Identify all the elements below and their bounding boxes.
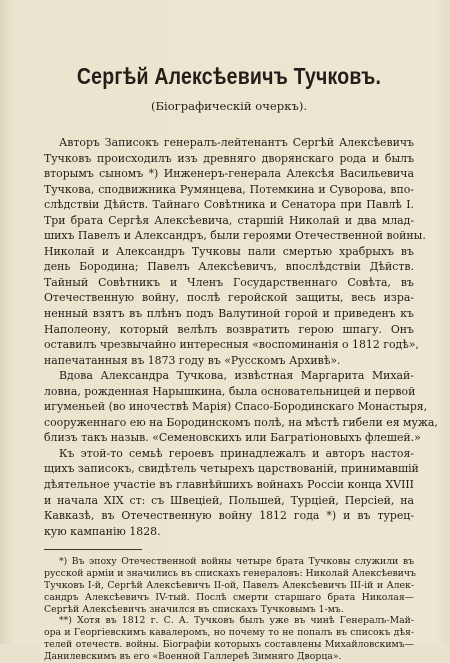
footnote-line: *) Въ эпоху Отечественной войны четыре брата Тучковы служили въ	[59, 556, 414, 568]
body-line: ненный взятъ въ плѣнъ подъ Валутиной горой и приведенъ къ	[44, 307, 414, 321]
footnote-divider	[44, 549, 142, 550]
footnote-line: телей отечеств. войны. Біографіи которыхъ составлены Михайловскимъ—	[44, 639, 414, 651]
footnote-line: русской арміи и значились въ спискахъ генераловъ: Николай Алексѣевичъ	[44, 568, 416, 580]
page-subtitle: (Біографическій очеркъ).	[150, 99, 308, 113]
body-line: Николай и Александръ Тучковы пали смертью храбрыхъ въ	[44, 244, 414, 258]
footnotes	[44, 556, 414, 663]
body-line: оставилъ чрезвычайно интересныя «воспоминанія о 1812 годѣ»,	[44, 338, 419, 352]
body-line: Тучковъ происходилъ изъ древняго дворянскаго рода и былъ	[44, 151, 414, 165]
body-line: игуменьей (во иночествѣ Марія) Спасо-Бородинскаго Монастыря,	[44, 400, 428, 414]
biography-body	[44, 135, 438, 539]
body-line: дѣятельное участіе въ главнѣйшихъ войнахъ Россіи конца XVIII	[44, 478, 414, 492]
body-line: Три брата Сергѣя Алексѣевича, старшій Николай и два млад-	[44, 213, 414, 227]
body-line: щихъ записокъ, свидѣтель четырехъ царствованій, принимавшій	[44, 462, 419, 476]
footnote-line: ора и Георгіевскимъ кавалеромъ, но почему то не попалъ въ списокъ дѣя-	[44, 627, 414, 639]
footnote-line: сандръ Алексѣевичъ IV-тый. Послѣ смерти старшаго брата Николая—	[44, 591, 414, 603]
footnote-line: **) Хотя въ 1812 г. С. А. Тучковъ былъ уже въ чинѣ Генералъ-Май-	[59, 615, 414, 627]
body-line: близъ такъ назыв. «Семеновскихъ или Багратіоновыхъ флешей.»	[44, 431, 421, 445]
body-line: Кавказѣ, въ Отечественную войну 1812 года *) и въ турец-	[44, 509, 414, 523]
body-line: Авторъ Записокъ генералъ-лейтенантъ Сергѣй Алексѣевичъ	[59, 136, 414, 149]
footnote-line: Сергѣй Алексѣевичъ значился въ спискахъ Тучковымъ 1-мъ.	[44, 603, 344, 615]
body-line: день Бородина; Павелъ Алексѣевичъ, впослѣдствіи Дѣйств.	[44, 260, 414, 274]
body-line: и начала XIX ст: съ Швеціей, Польшей, Турціей, Персіей, на	[44, 493, 414, 507]
body-line: ловна, рожденная Нарышкина, была основательницей и первой	[44, 384, 416, 398]
body-line: сооруженнаго ею на Бородинскомъ полѣ, на мѣстѣ гибели ея мужа,	[44, 415, 438, 429]
body-line: слѣдствіи Дѣйств. Тайнаго Совѣтника и Сенатора при Павлѣ I.	[44, 198, 414, 212]
body-line: Отечественную войну, послѣ геройской защиты, весь изра-	[44, 291, 414, 305]
page-title: Сергѣй Алексѣевичъ Тучковъ.	[76, 63, 382, 90]
footnote-line: Данилевскимъ въ его «Военной Галлереѣ Зимняго Дворца».	[44, 650, 342, 662]
body-line: Къ этой-то семьѣ героевъ принадлежалъ и авторъ настоя-	[59, 446, 414, 460]
body-line: Наполеону, который велѣлъ возвратить герою шпагу. Онъ	[44, 322, 414, 336]
body-line: кую кампанію 1828.	[44, 524, 161, 538]
footnote-line: Тучковъ I-й, Сергѣй Алексѣевичъ II-ой, Павелъ Алексѣевичъ III-ій и Алек-	[44, 579, 414, 591]
body-line: Тайный Совѣтникъ и Членъ Государственнаго Совѣта, въ	[44, 275, 414, 289]
body-line: шихъ Павелъ и Александръ, были героями Отечественной войны.	[44, 229, 426, 243]
body-line: Тучкова, сподвижника Румянцева, Потемкина и Суворова, впо-	[44, 182, 414, 196]
body-line: Вдова Александра Тучкова, извѣстная Маргарита Михай-	[59, 369, 414, 383]
body-line: вторымъ сыномъ *) Инженеръ-генерала Алексѣя Васильевича	[44, 167, 414, 181]
body-line: напечатанныя въ 1873 году въ «Русскомъ Архивѣ».	[44, 353, 341, 367]
